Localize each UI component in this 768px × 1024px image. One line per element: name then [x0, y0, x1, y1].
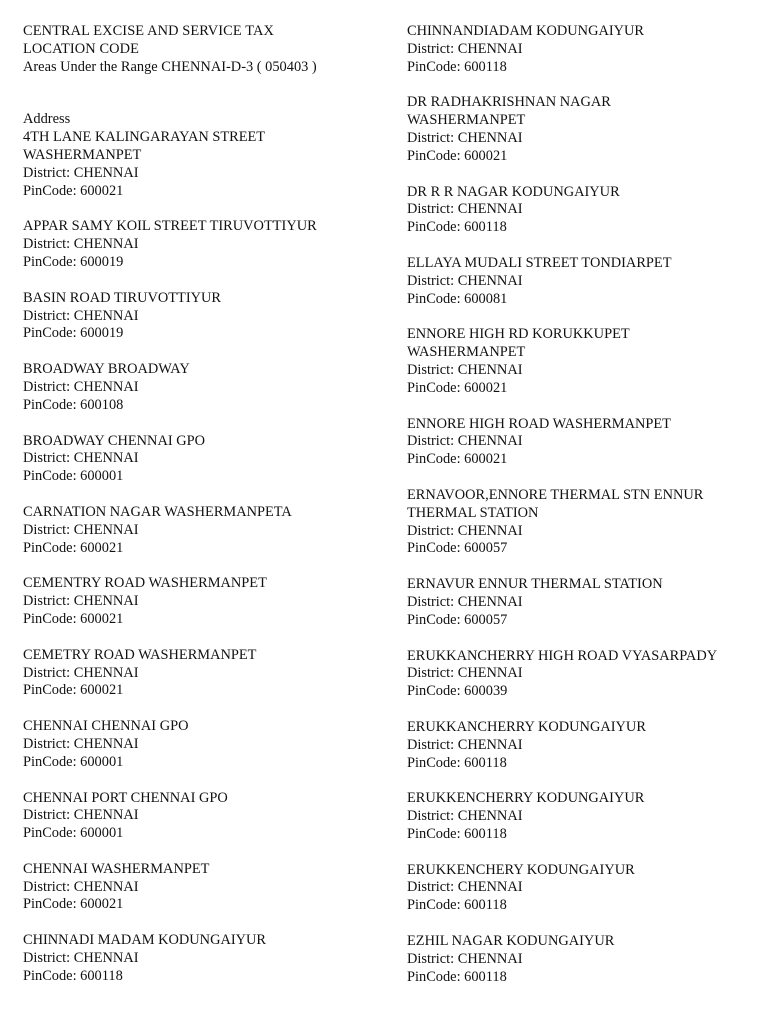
location-name-line-2: WASHERMANPET	[407, 112, 526, 129]
location-entry	[407, 23, 763, 76]
address-line-1: 4TH LANE KALINGARAYAN STREET	[23, 129, 266, 146]
location-district: District: CHENNAI	[23, 735, 139, 752]
location-name-line-1: ERUKKENCHERRY KODUNGAIYUR	[407, 790, 645, 807]
location-entry	[407, 184, 763, 237]
location-name: APPAR SAMY KOIL STREET TIRUVOTTIYUR	[23, 218, 317, 235]
location-entry	[407, 576, 763, 629]
location-pincode: PinCode: 600021	[407, 147, 508, 164]
location-entry	[23, 218, 383, 271]
location-pincode: PinCode: 600021	[407, 451, 508, 468]
document-subtitle: Areas Under the Range CHENNAI-D-3 ( 050403 )	[23, 58, 317, 75]
location-pincode: PinCode: 600019	[23, 325, 124, 342]
location-name-line-1: ENNORE HIGH RD KORUKKUPET	[407, 326, 630, 343]
location-district: District: CHENNAI	[23, 378, 139, 395]
location-district: District: CHENNAI	[23, 950, 139, 967]
location-pincode: PinCode: 600057	[407, 540, 508, 557]
location-district: District: CHENNAI	[23, 450, 139, 467]
location-name-line-1: ENNORE HIGH ROAD WASHERMANPET	[407, 415, 671, 432]
location-district: District: CHENNAI	[407, 808, 523, 825]
location-name: CHINNADI MADAM KODUNGAIYUR	[23, 932, 267, 949]
location-entry	[407, 94, 763, 165]
location-pincode: PinCode: 600081	[407, 290, 508, 307]
document-title-line-2: LOCATION CODE	[23, 40, 140, 57]
address-district: District: CHENNAI	[23, 164, 139, 181]
location-entry	[407, 326, 763, 397]
address-block	[23, 111, 383, 200]
left-column	[23, 23, 383, 1004]
location-entry	[23, 504, 383, 557]
location-name-line-2: WASHERMANPET	[407, 344, 526, 361]
location-district: District: CHENNAI	[23, 807, 139, 824]
location-entry	[407, 416, 763, 469]
location-entry	[23, 790, 383, 843]
location-entry	[23, 932, 383, 985]
location-pincode: PinCode: 600021	[23, 539, 124, 556]
location-district: District: CHENNAI	[23, 307, 139, 324]
location-district: District: CHENNAI	[23, 236, 139, 253]
location-name-line-1: ERNAVUR ENNUR THERMAL STATION	[407, 576, 663, 593]
location-pincode: PinCode: 600118	[407, 825, 507, 842]
location-entry	[23, 290, 383, 343]
location-entry	[407, 648, 763, 701]
location-name: CHENNAI PORT CHENNAI GPO	[23, 789, 228, 806]
location-pincode: PinCode: 600118	[407, 58, 507, 75]
location-name-line-1: ERUKKENCHERY KODUNGAIYUR	[407, 861, 635, 878]
location-pincode: PinCode: 600108	[23, 396, 124, 413]
location-pincode: PinCode: 600021	[23, 610, 124, 627]
location-name: CHENNAI CHENNAI GPO	[23, 718, 189, 735]
location-district: District: CHENNAI	[407, 522, 523, 539]
location-entry	[23, 433, 383, 486]
location-pincode: PinCode: 600118	[407, 968, 507, 985]
location-name-line-1: ERUKKANCHERRY KODUNGAIYUR	[407, 718, 646, 735]
location-district: District: CHENNAI	[407, 361, 523, 378]
location-name: CARNATION NAGAR WASHERMANPETA	[23, 503, 292, 520]
location-district: District: CHENNAI	[407, 736, 523, 753]
location-entry	[407, 862, 763, 915]
location-district: District: CHENNAI	[407, 129, 523, 146]
location-pincode: PinCode: 600001	[23, 468, 124, 485]
location-name-line-1: ELLAYA MUDALI STREET TONDIARPET	[407, 254, 672, 271]
location-district: District: CHENNAI	[407, 40, 523, 57]
location-pincode: PinCode: 600021	[23, 896, 124, 913]
document-title-line-1: CENTRAL EXCISE AND SERVICE TAX	[23, 23, 274, 39]
location-name-line-1: ERUKKANCHERRY HIGH ROAD VYASARPADY	[407, 647, 718, 664]
location-entry	[407, 487, 763, 558]
location-district: District: CHENNAI	[23, 593, 139, 610]
location-pincode: PinCode: 600019	[23, 253, 124, 270]
right-column	[407, 23, 763, 1004]
location-name-line-1: CHINNANDIADAM KODUNGAIYUR	[407, 23, 645, 39]
location-district: District: CHENNAI	[23, 878, 139, 895]
location-pincode: PinCode: 600021	[407, 379, 508, 396]
location-pincode: PinCode: 600118	[407, 219, 507, 236]
location-district: District: CHENNAI	[23, 664, 139, 681]
location-pincode: PinCode: 600118	[407, 897, 507, 914]
location-pincode: PinCode: 600001	[23, 825, 124, 842]
location-district: District: CHENNAI	[407, 593, 523, 610]
location-name-line-1: DR R R NAGAR KODUNGAIYUR	[407, 183, 620, 200]
location-pincode: PinCode: 600001	[23, 753, 124, 770]
location-name: CEMENTRY ROAD WASHERMANPET	[23, 575, 267, 592]
location-pincode: PinCode: 600057	[407, 611, 508, 628]
location-name: BROADWAY CHENNAI GPO	[23, 432, 206, 449]
location-entry	[23, 861, 383, 914]
location-entry	[407, 255, 763, 308]
location-pincode: PinCode: 600021	[23, 682, 124, 699]
location-district: District: CHENNAI	[407, 272, 523, 289]
location-district: District: CHENNAI	[407, 433, 523, 450]
location-district: District: CHENNAI	[23, 521, 139, 538]
location-district: District: CHENNAI	[407, 950, 523, 967]
location-entry	[407, 719, 763, 772]
location-pincode: PinCode: 600039	[407, 683, 508, 700]
location-entry	[23, 575, 383, 628]
location-entry	[23, 647, 383, 700]
location-entry	[23, 361, 383, 414]
location-district: District: CHENNAI	[407, 665, 523, 682]
location-district: District: CHENNAI	[407, 201, 523, 218]
location-name-line-1: ERNAVOOR,ENNORE THERMAL STN ENNUR	[407, 486, 704, 503]
location-pincode: PinCode: 600118	[407, 754, 507, 771]
location-pincode: PinCode: 600118	[23, 967, 123, 984]
location-name: BROADWAY BROADWAY	[23, 361, 190, 378]
location-name-line-1: EZHIL NAGAR KODUNGAIYUR	[407, 933, 615, 950]
address-pincode: PinCode: 600021	[23, 182, 124, 199]
location-entry	[407, 933, 763, 986]
address-line-2: WASHERMANPET	[23, 146, 142, 163]
address-label: Address	[23, 111, 71, 128]
location-name: CEMETRY ROAD WASHERMANPET	[23, 646, 257, 663]
location-name: BASIN ROAD TIRUVOTTIYUR	[23, 289, 222, 306]
document-header	[23, 23, 383, 76]
location-entry	[407, 790, 763, 843]
location-name: CHENNAI WASHERMANPET	[23, 860, 210, 877]
location-entry	[23, 718, 383, 771]
location-name-line-2: THERMAL STATION	[407, 504, 539, 521]
location-district: District: CHENNAI	[407, 879, 523, 896]
location-name-line-1: DR RADHAKRISHNAN NAGAR	[407, 94, 611, 111]
